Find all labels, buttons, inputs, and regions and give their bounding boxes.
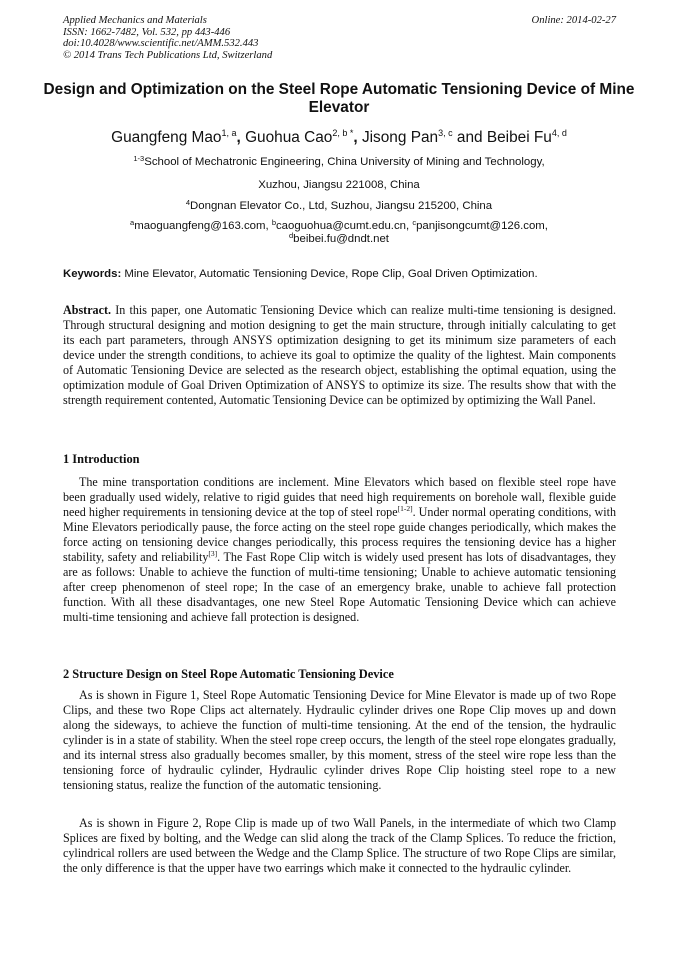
email-link[interactable]: maoguangfeng@163.com, [134,220,272,232]
copyright-line: © 2014 Trans Tech Publications Ltd, Switzerland [63,49,273,61]
author-separator: and [452,129,487,146]
email-sup: c [412,218,417,227]
author-sup: 1, a [221,128,237,138]
issn-line: ISSN: 1662-7482, Vol. 532, pp 443-446 [63,26,231,38]
author-list [40,128,638,148]
author-separator: , [353,129,362,146]
citation-ref[interactable]: [1-2] [397,504,413,513]
email-link[interactable]: panjisongcumt@126.com, [416,220,548,232]
section-heading-introduction: 1 Introduction [63,452,140,466]
section-heading-structure: 2 Structure Design on Steel Rope Automatic Tensioning Device [63,667,394,681]
author-name: Jisong Pan [361,129,439,146]
keywords [63,267,616,281]
email-link[interactable]: caoguohua@cumt.edu.cn, [275,220,413,232]
email-sup: d [289,231,294,240]
affiliation-sup: 4 [185,198,191,207]
paragraph-text: . The Fast Rope Clip witch is widely used present has lots of disadvantages, they are as follows: Unable to achieve the function of multi-time tensioning; Unable to achieve automatic tensioning after creep phenomenon of steel rope; In the case of an emergency brake, unable to achieve fall protection function. With all these disadvantages, one new Steel Rope Automatic Tensioning Device which can achieve multi-time tensioning and achieve fall protection is designed. [63,550,616,624]
affiliation-text: School of Mechatronic Engineering, China University of Mining and Technology, [144,156,545,168]
abstract-label: Abstract. [63,303,112,317]
paragraph-text: The mine transportation conditions are inclement. Mine Elevators which based on flexible steel rope have been gradually used widely, relative to rigid guides that need high requirements on borehole wall, flexible guide need higher requirements in tensioning device at the top of steel rope [63,475,616,519]
affiliation-sup: 1-3 [133,154,145,163]
structure-paragraph-2: As is shown in Figure 2, Rope Clip is made up of two Wall Panels, in the intermediate of which two Clamp Splices are fixed by bolting, and the Wedge can slid along the track of the Clamp Splices. To reduce the friction, cylindrical rollers are used between the Wedge and the Clamp Splice. The structure of two Rope Clips are similar, the only difference is that the upper have two earrings which make it connected to the hydraulic cylinder. [63,816,616,875]
paper-title: Design and Optimization on the Steel Rope Automatic Tensioning Device of Mine Elevator [43,81,635,116]
abstract [63,303,616,408]
paragraph-text: . Under normal operating conditions, with Mine Elevators periodically pause, the force acting on the steel rope guide changes periodically, which makes the force acting on tensioning device changes periodically, this process requires the tensioning device has a higher stability, safety and reliability [63,505,616,564]
abstract-text: In this paper, one Automatic Tensioning Device which can realize multi-time tensioning is designed. Through structural designing and motion designing to get the main structure, through initially calculating to get its each part parameters, through ANSYS optimization designing to get its minimum size parameters of each device under the strength conditions, to achieve its goal to optimize the quality of the lightest. Main components of Automatic Tensioning Device are selected as the research object, establishing the optimal equation, using the optimization module of Goal Driven Optimization of ANSYS to optimize its size. The results show that with the strength requirement contented, Automatic Tensioning Device can be optimized by optimizing the Wall Panel. [63,303,616,407]
email-sup: b [271,218,276,227]
keywords-text: Mine Elevator, Automatic Tensioning Device, Rope Clip, Goal Driven Optimization. [121,268,538,280]
affiliation-1 [40,155,638,169]
affiliation-text: Dongnan Elevator Co., Ltd, Suzhou, Jiangsu 215200, China [190,200,493,212]
online-date: Online: 2014-02-27 [531,15,616,26]
keywords-label: Keywords: [63,268,122,280]
doi-line[interactable]: doi:10.4028/www.scientific.net/AMM.532.443 [63,38,259,50]
journal-name: Applied Mechanics and Materials [63,15,207,26]
author-name: Beibei Fu [486,129,552,146]
email-list [40,220,638,246]
author-name: Guohua Cao [245,129,333,146]
introduction-paragraph [63,475,616,625]
structure-paragraph-1: As is shown in Figure 1, Steel Rope Automatic Tensioning Device for Mine Elevator is made up of two Rope Clips, and these two Rope Clips act alternately. Hydraulic cylinder drives one Rope Clip moves up and down along the sideways, to achieve the function of multi-time tensioning. At the end of the tension, the hydraulic cylinder is in a state of stability. When the steel rope creep occurs, the length of the steel rope elongates gradually, and its internal stress also gradually becomes smaller, by this moment, stress of the steel wire rope less than the tensioning force of hydraulic cylinder, Hydraulic cylinder drives Rope Clip hoisting steel rope to a new tensioning status, realize the function of the automatic tensioning. [63,688,616,792]
journal-header [63,15,616,61]
author-sup: 3, c [438,128,453,138]
affiliation-1-city: Xuzhou, Jiangsu 221008, China [258,179,420,191]
citation-ref[interactable]: [3] [208,549,218,558]
author-name: Guangfeng Mao [111,129,222,146]
author-sup: 4, d [551,128,567,138]
affiliation-2 [40,199,638,213]
email-link[interactable]: beibei.fu@dndt.net [293,233,389,245]
email-sup: a [130,218,135,227]
author-sup: 2, b * [332,128,354,138]
author-separator: , [236,129,246,146]
